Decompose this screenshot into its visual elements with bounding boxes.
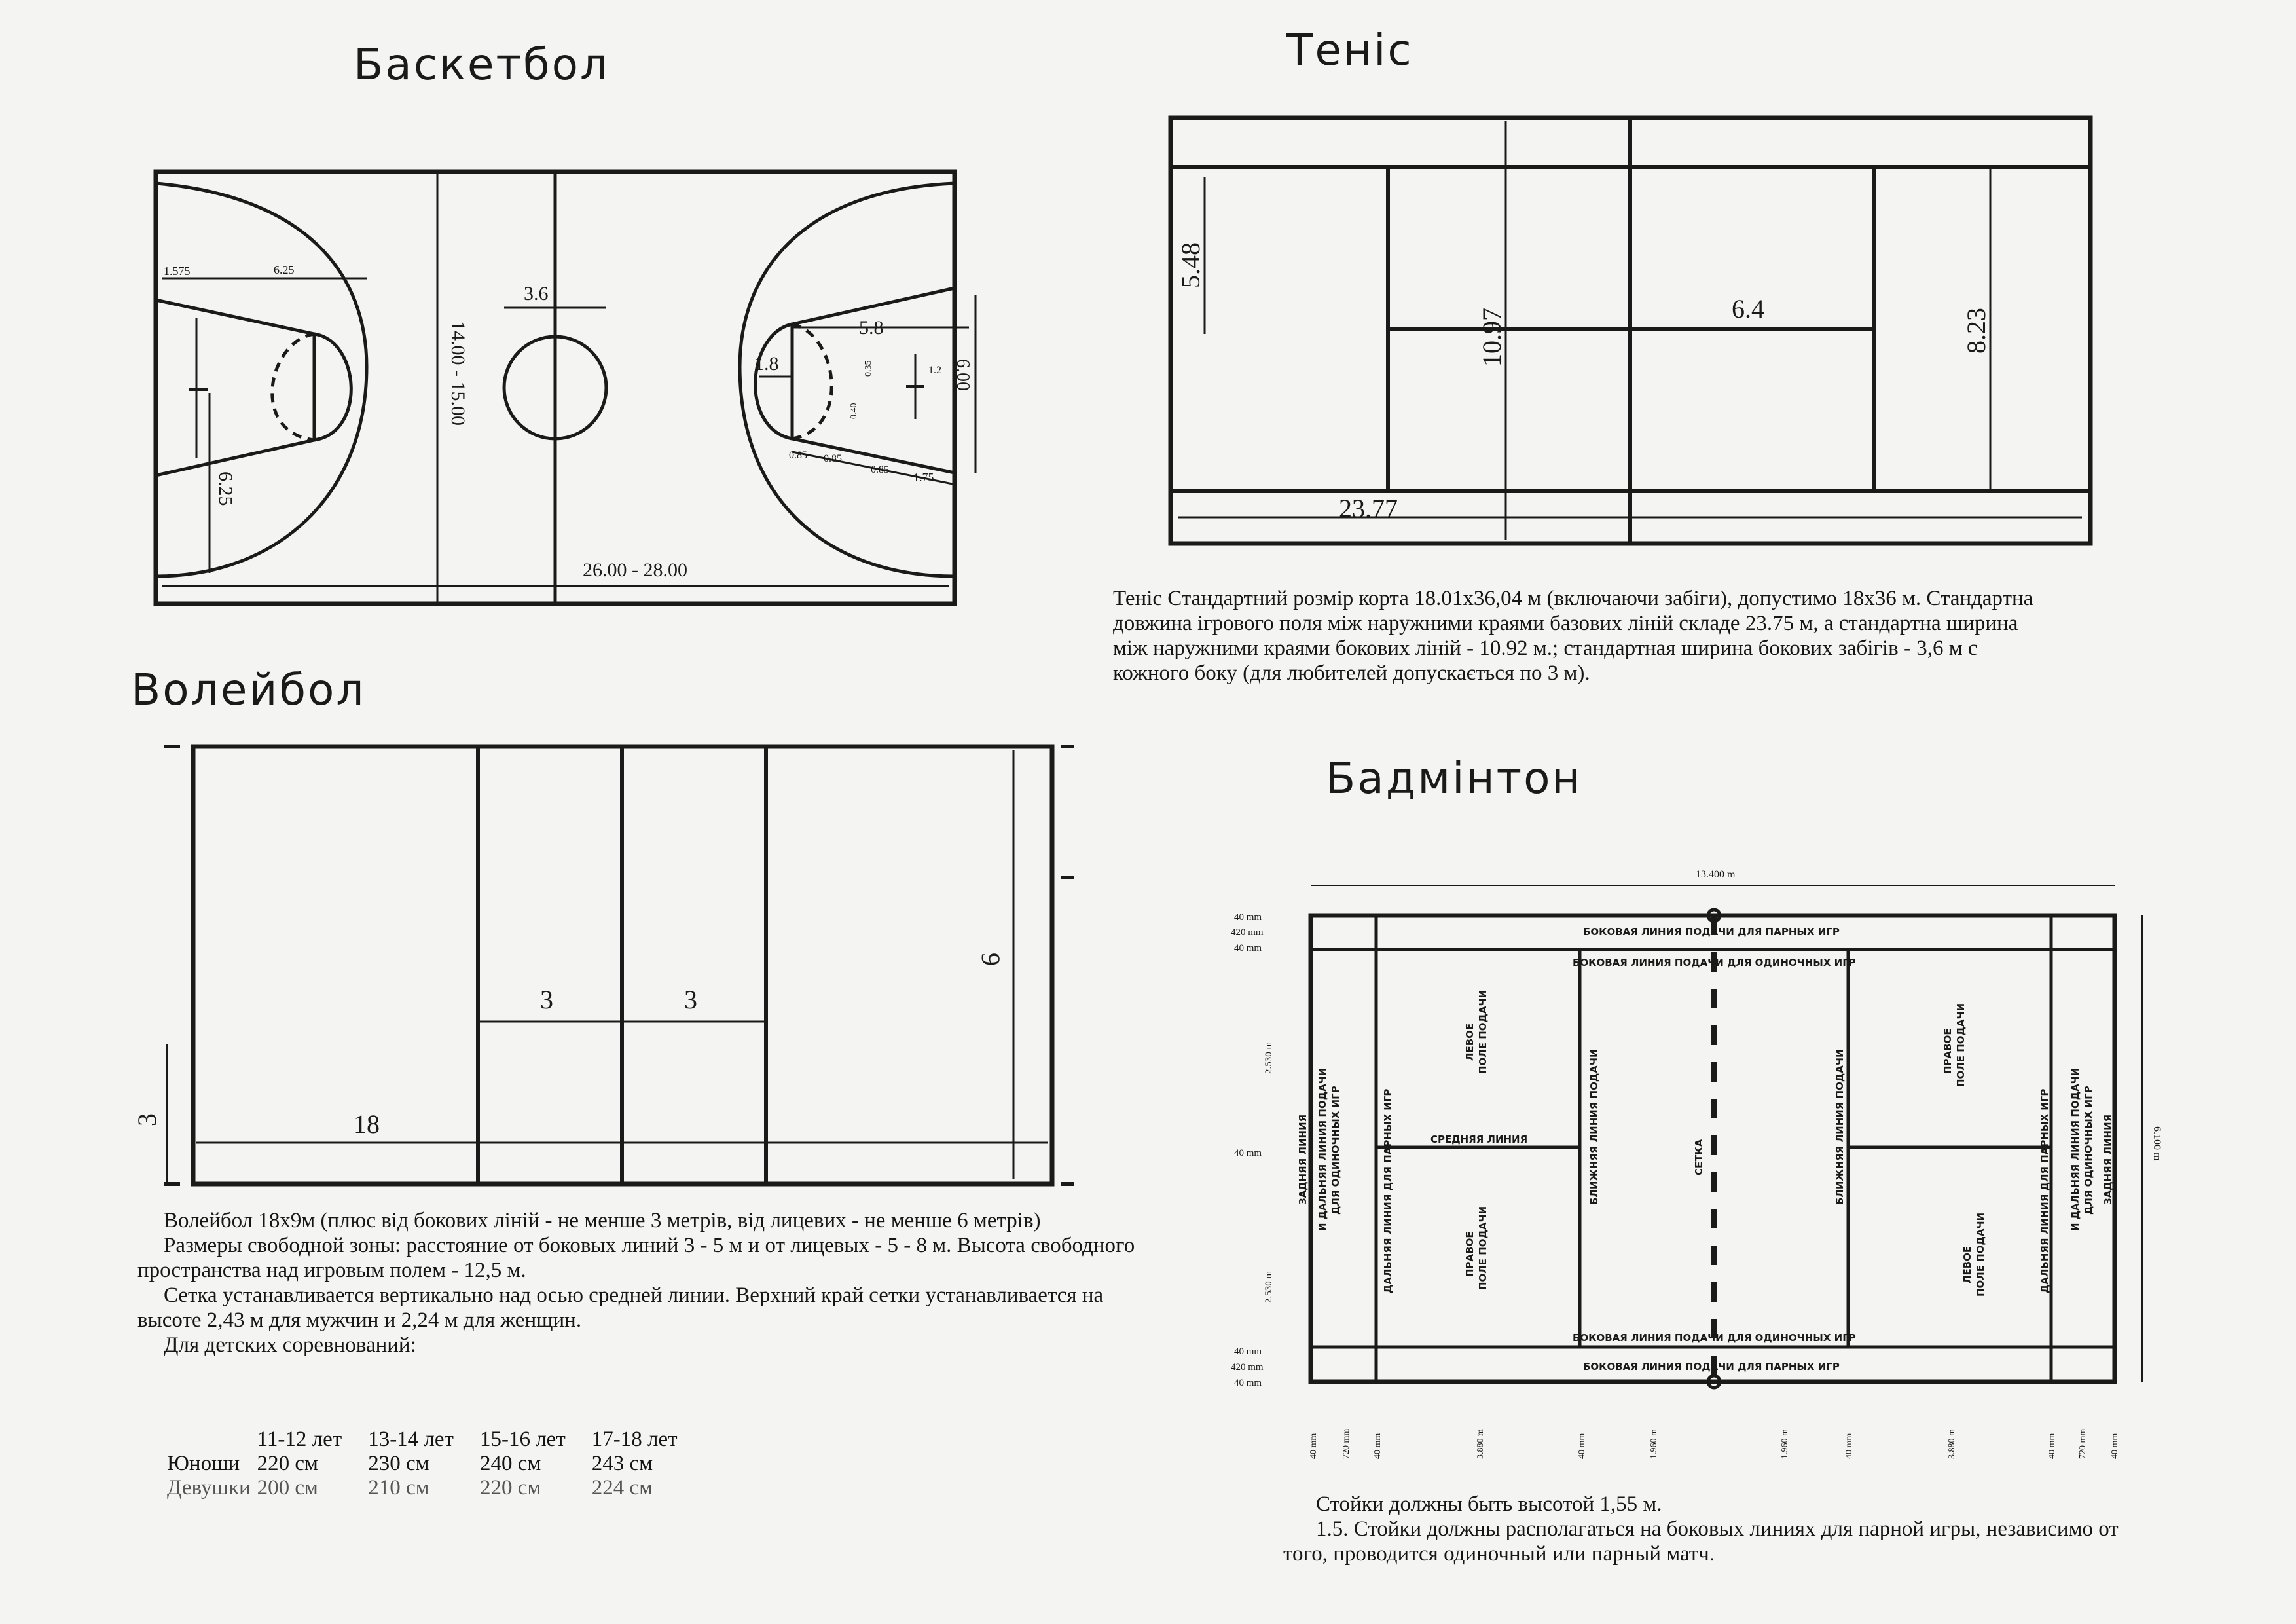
badminton-label-r-back-line: ЗАДНЯЯ ЛИНИЯ <box>2102 1114 2114 1205</box>
basketball-dim-0-35: 0.35 <box>864 360 873 377</box>
badminton-label-doubles-service-top: БОКОВАЯ ЛИНИЯ ПОДАЧИ ДЛЯ ПАРНЫХ ИГР <box>1583 926 1840 938</box>
tennis-dim-23-77: 23.77 <box>1339 494 1398 523</box>
badminton-dim-b12: 40 mm <box>2110 1433 2120 1459</box>
badminton-label-doubles-service-bottom: БОКОВАЯ ЛИНИЯ ПОДАЧИ ДЛЯ ПАРНЫХ ИГР <box>1583 1361 1840 1373</box>
badminton-label-r-right-court-2: ПОЛЕ ПОДАЧИ <box>1955 1003 1967 1087</box>
badminton-dim-top-40b: 40 mm <box>1234 943 1262 953</box>
basketball-dim-3-6: 3.6 <box>524 283 549 304</box>
badminton-dim-b7: 1.960 m <box>1780 1429 1790 1459</box>
badminton-label-back-line: ЗАДНЯЯ ЛИНИЯ <box>1297 1114 1309 1205</box>
badminton-label-left-court-2: ПОЛЕ ПОДАЧИ <box>1477 989 1489 1074</box>
volleyball-paragraph-4: Для детских соревнований: <box>164 1333 416 1357</box>
volleyball-dim-18: 18 <box>354 1109 380 1139</box>
tennis-dim-6-4: 6.4 <box>1732 294 1764 323</box>
badminton-dim-b11: 720 mm <box>2078 1428 2088 1459</box>
badminton-label-left-court-1: ЛЕВОЕ <box>1464 1023 1476 1061</box>
badminton-dim-bot-40a: 40 mm <box>1234 1346 1262 1357</box>
table-cell: 224 см <box>591 1476 653 1500</box>
badminton-dim-b10: 40 mm <box>2047 1433 2057 1459</box>
volleyball-dim-3-b: 3 <box>684 985 697 1014</box>
basketball-dim-6-00: 6.00 <box>953 359 973 391</box>
badminton-dim-left-2530a: 2.530 m <box>1264 1041 1274 1074</box>
badminton-label-r-left-court-1: ЛЕВОЕ <box>1961 1246 1973 1283</box>
badminton-dim-b8: 40 mm <box>1844 1433 1854 1459</box>
table-header-cell: 15-16 лет <box>479 1428 566 1451</box>
tennis-dim-5-48: 5.48 <box>1176 242 1205 288</box>
basketball-dim-0-85-b: 0.85 <box>824 453 842 464</box>
badminton-label-short-service-left: БЛИЖНЯЯ ЛИНИЯ ПОДАЧИ <box>1588 1049 1600 1205</box>
badminton-label-right-court-2: ПОЛЕ ПОДАЧИ <box>1477 1206 1489 1290</box>
badminton-paragraph-2: 1.5. Стойки должны располагаться на боковых линиях для парной игры, независимо от того, проводится одиночный или парный матч. <box>1283 1517 2119 1566</box>
badminton-labels <box>1297 926 2114 1373</box>
table-header-row <box>167 1428 684 1452</box>
basketball-dim-1-2: 1.2 <box>928 365 941 376</box>
table-cell: 240 см <box>479 1452 541 1475</box>
tennis-paragraph: Теніс Стандартний розмір корта 18.01x36,04 м (включаючи забіги), допустимо 18x36 м. Стандартна довжина ігрового поля між наружними краями базових ліній складе 23.75 м, а стандартна ширина між наружними краями бокових ліній - 10.92 м.; стандартная ширина бокових забігів - 3,6 м с кожного боку (для любителей допускається по 3 м). <box>1113 587 2033 685</box>
badminton-dim-b5: 40 mm <box>1577 1433 1587 1459</box>
table-header-cell: 17-18 лет <box>591 1428 678 1451</box>
volleyball-text <box>137 1208 1139 1357</box>
tennis-court <box>1171 118 2090 544</box>
badminton-dim-b9: 3.880 m <box>1947 1429 1957 1459</box>
badminton-dim-b1: 40 mm <box>1309 1433 1319 1459</box>
table-row <box>167 1452 684 1476</box>
badminton-dim-top-40a: 40 mm <box>1234 912 1262 923</box>
table-cell: 200 см <box>257 1476 318 1500</box>
table-cell: Девушки <box>167 1476 251 1500</box>
tennis-dim-8-23: 8.23 <box>1961 308 1991 354</box>
badminton-label-net: СЕТКА <box>1693 1139 1705 1175</box>
basketball-dim-0-85-c: 0.85 <box>871 464 889 475</box>
basketball-dim-1-8: 1.8 <box>754 353 779 375</box>
badminton-label-r-long-doubles: ДАЛЬНЯЯ ЛИНИЯ ДЛЯ ПАРНЫХ ИГР <box>2039 1088 2050 1293</box>
table-cell: 243 см <box>591 1452 653 1475</box>
volleyball-paragraph-1: Волейбол 18х9м (плюс від бокових ліній - не менше 3 метрів, від лицевих - не менше 6 метрів) <box>164 1209 1041 1232</box>
basketball-dim-6-25-side: 6.25 <box>215 471 236 506</box>
badminton-label-long-singles-2: ДЛЯ ОДИНОЧНЫХ ИГР <box>1330 1086 1341 1215</box>
basketball-dim-6-25-top: 6.25 <box>274 263 295 276</box>
table-header-cell: 11-12 лет <box>257 1428 342 1451</box>
table-cell: 230 см <box>368 1452 429 1475</box>
volleyball-court <box>164 747 1074 1184</box>
volleyball-dim-3-a: 3 <box>540 985 553 1014</box>
badminton-dim-top-420: 420 mm <box>1231 927 1264 938</box>
table-cell: 220 см <box>479 1476 541 1500</box>
basketball-dim-0-40: 0.40 <box>849 403 859 419</box>
badminton-text <box>1283 1492 2134 1566</box>
table-row <box>167 1476 684 1500</box>
volleyball-paragraph-3: Сетка устанавливается вертикально над осью средней линии. Верхний край сетки устанавливается на высоте 2,43 м для мужчин и 2,24 м для женщин. <box>137 1283 1104 1332</box>
basketball-dim-width: 14.00 - 15.00 <box>447 321 469 426</box>
badminton-dim-bot-420: 420 mm <box>1231 1362 1264 1373</box>
basketball-title: Баскетбол <box>354 39 610 90</box>
volleyball-paragraph-2: Размеры свободной зоны: расстояние от боковых линий 3 - 5 м и от лицевых - 5 - 8 м. Высота свободного пространства над игровым полем - 12,5 м. <box>137 1234 1135 1282</box>
badminton-dim-left-2530b: 2.530 m <box>1264 1270 1274 1303</box>
table-header-cell: 13-14 лет <box>368 1428 454 1451</box>
basketball-dim-1-75: 1.75 <box>913 471 934 484</box>
tennis-dim-10-97: 10.97 <box>1477 308 1506 367</box>
badminton-label-r-left-court-2: ПОЛЕ ПОДАЧИ <box>1975 1212 1986 1297</box>
basketball-dim-length: 26.00 - 28.00 <box>583 559 687 581</box>
badminton-label-r-long-singles-1: И ДАЛЬНЯЯ ЛИНИЯ ПОДАЧИ <box>2069 1067 2081 1231</box>
badminton-court <box>1311 910 2115 1388</box>
badminton-label-center-line: СРЕДНЯЯ ЛИНИЯ <box>1430 1134 1528 1145</box>
basketball-dim-5-8: 5.8 <box>859 317 884 339</box>
table-cell: 210 см <box>368 1476 429 1500</box>
badminton-title: Бадмінтон <box>1326 753 1582 803</box>
badminton-dim-b2: 720 mm <box>1341 1428 1351 1459</box>
table-cell: Юноши <box>167 1452 240 1475</box>
badminton-dim-b4: 3.880 m <box>1476 1429 1485 1459</box>
badminton-label-r-right-court-1: ПРАВОЕ <box>1942 1028 1954 1074</box>
badminton-dim-total-length: 13.400 m <box>1696 869 1736 880</box>
badminton-label-r-long-singles-2: ДЛЯ ОДИНОЧНЫХ ИГР <box>2083 1086 2094 1215</box>
badminton-dim-total-width: 6.100 m <box>2151 1126 2162 1161</box>
badminton-paragraph-1: Стойки должны быть высотой 1,55 м. <box>1316 1492 1662 1516</box>
table-cell: 220 см <box>257 1452 318 1475</box>
badminton-label-long-doubles: ДАЛЬНЯЯ ЛИНИЯ ДЛЯ ПАРНЫХ ИГР <box>1382 1088 1394 1293</box>
basketball-court <box>156 172 955 604</box>
badminton-label-long-singles-1: И ДАЛЬНЯЯ ЛИНИЯ ПОДАЧИ <box>1317 1067 1328 1231</box>
volleyball-dimensions <box>132 750 1048 1184</box>
badminton-label-singles-service-top: БОКОВАЯ ЛИНИЯ ПОДАЧИ ДЛЯ ОДИНОЧНЫХ ИГР <box>1573 957 1856 969</box>
badminton-label-right-court-1: ПРАВОЕ <box>1464 1231 1476 1277</box>
volleyball-title: Волейбол <box>131 665 366 715</box>
basketball-dim-0-85-a: 0.85 <box>789 450 807 461</box>
badminton-dim-bot-40b: 40 mm <box>1234 1378 1262 1388</box>
badminton-label-short-service-right: БЛИЖНЯЯ ЛИНИЯ ПОДАЧИ <box>1834 1049 1846 1205</box>
badminton-dim-b6: 1.960 m <box>1649 1429 1659 1459</box>
basketball-dim-1-575: 1.575 <box>164 265 191 278</box>
junior-net-height-table <box>167 1428 684 1500</box>
badminton-dim-left-40: 40 mm <box>1234 1148 1262 1158</box>
tennis-title: Теніс <box>1286 25 1413 75</box>
volleyball-dim-9: 9 <box>976 953 1006 966</box>
badminton-label-singles-service-bottom: БОКОВАЯ ЛИНИЯ ПОДАЧИ ДЛЯ ОДИНОЧНЫХ ИГР <box>1573 1332 1856 1344</box>
badminton-dim-b3: 40 mm <box>1373 1433 1383 1459</box>
volleyball-dim-3-left: 3 <box>132 1113 162 1126</box>
